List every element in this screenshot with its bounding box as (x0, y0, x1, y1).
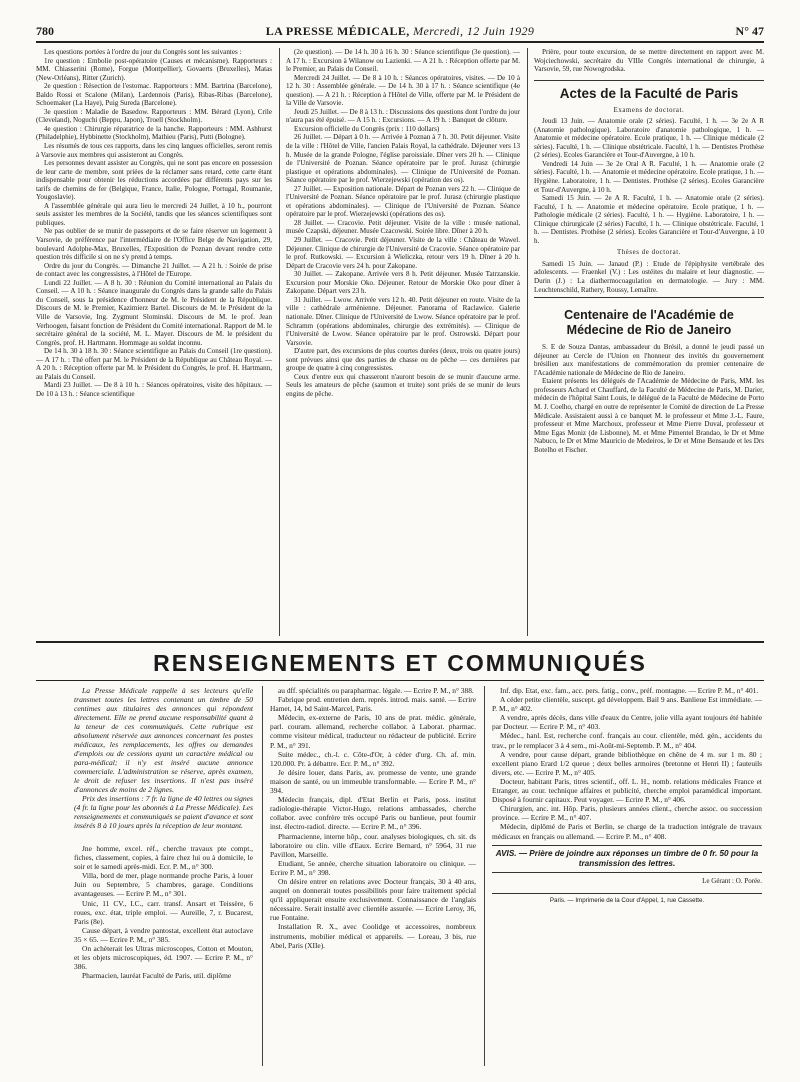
classified-ad: Médec., hanl. Est, recherche conf. français au cour. clientèle, méd. gén., accidents du trav., pr le remplacer 3 à 4 sem., mi-Août-mi-Septemb. P. M., n° 404. (492, 731, 762, 750)
news-paragraph: 3e question : Maladie de Basedow. Rapporteurs : MM. Bérard (Lyon), Crile (Cleveland), Noguchi (Beppu, Japon), Troell (Stockholm). (36, 107, 272, 125)
centenaire-section (534, 308, 764, 454)
classified-ad: Docteur, habitant Paris, titres scientif., off. L. H., nomb. relations médicales France et Etranger, au cour. technique affaires et publicité, cherche emploi paramédical important. Disposé à fournir capitaux. Peut voyager. — Ecrire P. M., n° 406. (492, 776, 762, 805)
classified-ad: Inf. dip. Etat, exc. fam., acc. pers. fatig., conv., préf. montagne. — Ecrire P. M., n° 401. (500, 686, 759, 695)
news-paragraph: 27 Juillet. — Exposition nationale. Départ de Poznan vers 22 h. — Clinique de l'Université de Poznan. Séance opératoire par le prof. Jurasz (chirurgie plastique et opérations abdominales). — Clinique de l'Université de Poznan. Séance opératoire par le prof. Wierzejewski (opérations des os). (286, 184, 520, 219)
news-paragraph: Excursion officielle du Congrès (prix : 110 dollars) (294, 124, 440, 133)
classified-list-1 (74, 844, 253, 980)
classifieds-column-1 (74, 686, 253, 1066)
centenaire-title: Centenaire de l'Académie de Médecine de Rio de Janeiro (564, 308, 734, 338)
news-paragraph: 2e question : Résection de l'estomac. Rapporteurs : MM. Bartrina (Barcelone), Baldo Rossi et Scalone (Milan), Lardennois (Paris), Ribas-Ribas (Barcelone), Schoemaker (La Haye), Puig Sureda (Barcelone). (36, 82, 272, 108)
classified-ad: Cause départ, à vendre pantostat, excellent état autoclave 35 × 65. — Ecrire P. M., n° 385. (74, 925, 253, 944)
thesis-heading: Thèses de doctorat. (616, 249, 682, 257)
news-paragraph: A l'assemblée générale qui aura lieu le mercredi 24 Juillet, à 10 h., pourront seuls assister les membres de la Société, tandis que les séances scientifiques sont publiques. (36, 201, 272, 227)
classified-ad: Fabrique prod. entretien dem. représ. introd. mais. santé. — Ecrire Hamet, 14, bd Saint-Marcel, Paris. (270, 695, 476, 714)
classified-ad: On achèterait les Ultras microscopes, Cotton et Mouton, et les objets microscopiques, éd. 1907. — Ecrire P. M., n° 386. (74, 944, 253, 972)
column-divider (484, 686, 485, 1066)
banner-rule (36, 680, 764, 681)
classified-ad: On désire entrer en relations avec Docteur français, 30 à 40 ans, auquel on donnerait toutes possibilités pour faire traitement spécial qu'il appliquerait ensuite exclusivement. Connaissance de l'anglais nécessaire. Serait installé avec clientèle assurée. — Ecrire Leroy, 36, rue Fontaine. (270, 876, 476, 923)
news-paragraph: Jeudi 25 Juillet. — De 8 à 13 h. : Discussions des questions dont l'ordre du jour n'aura pas été épuisé. — A 15 h. : Excursions. — A 19 h. : Banquet de clôture. (286, 107, 520, 125)
classified-ad: Pharmacienne, interne hôp., cour. analyses biologiques, ch. sit. ds laboratoire ou clin. ville d'Eaux. Ecrire Bernard, n° 5964, 31 rue Pavillon, Marseille. (270, 831, 476, 859)
news-paragraph: 26 Juillet. — Départ à 0 h. — Arrivée à Poznan à 7 h. 30. Petit déjeuner. Visite de la ville : l'Hôtel de Ville, l'ancien Palais Royal, la cathédrale. Déjeuner vers 13 h. Musée de la grande Pologne, l'église paroissiale. Dîner vers 20 h. — Clinique de l'Université de Poznan. Séance opératoire par le prof. Jurasz (chirurgie plastique et opérations abdominales). — Clinique de l'Université de Poznan. Séance opératoire par le prof. Wierzejewski (opération des os). (286, 133, 520, 185)
classified-ad: Médecin, ex-externe de Paris, 10 ans de prat. médic. générale, parl. couram. allemand, recherche collabor. à Laborat. pharmac. comme visiteur médical, traducteur ou rédacteur de publicité. Ecrire P. M., n° 391. (270, 713, 476, 750)
news-paragraph: Ordre du jour du Congrès. — Dimanche 21 Juillet. — A 21 h. : Soirée de prise de contact avec les congressistes, à l'Hôtel de l'Europe. (36, 261, 272, 279)
page-number: 780 (36, 24, 54, 38)
classified-ad: A céder petite clientèle, suscept. gd développem. Bail 9 ans. Banlieue Est immédiate. — P. M., n° 402. (492, 695, 762, 714)
news-paragraph: Ne pas oublier de se munir de passeports et de se faire réserver un logement à Varsovie, de préférence par l'intermédiaire de l'Office Belge de Navigation, 29, boulevard Adolphe-Max, Bruxelles, l'Exposition de Poznan devant rendre cette question très difficile si on ne s'y prend à temps. (36, 227, 272, 262)
classified-ad: Villa, bord de mer, plage normande proche Paris, à louer Juin ou Septembre, 5 chambres, garage. Conditions avantageuses. — Ecrire P. M., n° 301. (74, 871, 253, 899)
news-paragraph: Ceux d'entre eux qui chasseront n'auront besoin de se munir d'aucune arme. Seuls les amateurs de pêche (saumon et truite) sont priés de se munir de leurs engins de pêche. (286, 372, 520, 398)
news-paragraph: Mardi 23 Juillet. — De 8 à 10 h. : Séances opératoires, visite des hôpitaux. — De 10 à 13 h. : Séance scientifique (36, 381, 272, 398)
classified-ad: A vendre, pour cause départ, grande bibliothèque en chêne de 4 m. sur 1 m. 80 ; excellent piano Erard 1/2 queue ; deux belles armoires (bretonne et Henri II) ; fauteuils divers, etc. — Ecrire P. M., n° 405. (492, 749, 762, 777)
issue-date: Mercredi, 12 Juin 1929 (413, 24, 535, 38)
news-paragraph: D'autre part, des excursions de plus courtes durées (deux, trois ou quatre jours) sont prévues ainsi que des parties de chasse ou de pêche — ces dernières par groupe de quatre à cinq congressistes. (286, 347, 520, 373)
news-paragraph: Mercredi 24 Juillet. — De 8 à 10 h. : Séances opératoires, visites. — De 10 à 12 h. 30 : Assemblée générale. — De 14 h. 30 à 17 h. : Séance scientifique (4e question). — A 21 h. : Réception à l'Hôtel de Ville, offerte par M. le Président de la Ville de Varsovie. (286, 73, 520, 108)
column-divider (262, 686, 263, 1066)
exam-entry: Jeudi 13 Juin. — Anatomie orale (2 séries). Faculté, 1 h. — 3e 2e A R (Anatomie pathologique). Laboratoire d'anatomie pathologique, 1 h. — Anatomie et médecine opératoire. Ecole pratique, 1 h. — Clinique médicale (2 séries). Faculté, 1 h. — Clinique obstétricale. Faculté, 1 h. — Dentistes Prothèse (2 séries). Ecoles Garancière et Tour-d'Auvergne, à 10 h. (534, 117, 764, 160)
notice-paragraph: La Presse Médicale rappelle à ses lecteurs qu'elle transmet toutes les lettres contenant un timbre de 50 centimes aux titulaires des annonces qui répondent directement. Elle ne prend aucune responsabilité quant à la teneur de ces communiqués. Cette rubrique est absolument réservée aux annonces concernant les postes médicaux, les remplacements, les offres ou demandes d'emplois ou de cessions ayant un caractère médical ou para-médical; il n'y est inséré aucune annonce commerciale. L'administration se réserve, après examen, le droit de refuser les insertions. Il n'est pas inséré d'annonces de moins de 2 lignes. (74, 686, 253, 794)
faculte-section (534, 80, 764, 298)
classified-ad: Je désire louer, dans Paris, av. promesse de vente, une grande maison de santé, ou un immeuble transformable. — Ecrire P. M., n° 394. (270, 767, 476, 796)
section-rule (36, 641, 764, 643)
news-paragraph: 29 Juillet. — Cracovie. Petit déjeuner. Visite de la ville : Château de Wawel. Déjeuner. Clinique de chirurgie de l'Université de Cracovie. Séance opératoire par le prof. Rutkowski. — Excursion à Wieliczka, retour vers 19 h. Dîner à 20 h. Départ de Cracovie vers 24 h. pour Zakopane. (286, 236, 520, 270)
faculte-title: Actes de la Faculté de Paris (559, 85, 739, 101)
centenaire-paragraph: Etaient présents les délégués de l'Académie de Médecine de Paris, MM. les professeurs Achard et Chauffard, de la Faculté de Médecine de Paris, M. Darier, médecin de l'hôpital Saint Louis, le délégué de la Faculté de Médecine de Porto M. J. Coelho, chargé en outre de représenter le Comité de direction de La Presse Médicale. Assistaient aussi à ce banquet M. le professeur et Mme J.-L. Faure, professeur et Mme Marchoux, professeur et Mme Pierre Duval, professeur et Mme Egas Moniz (de Lisbonne), M. et Mme Pimentel Brandao, le Dr et Mme Nabuco, le Dr et Mme Mauricio de Medeiros, le Dr et Mme Bensaude et les Drs Botelho et Fischer. (534, 377, 764, 454)
header-rule (36, 41, 764, 43)
news-paragraph: 1re question : Embolie post-opératoire (Causes et mécanisme). Rapporteurs : MM. Chiasserini (Rome), Forgue (Montpellier), Govaerts (Bruxelles), Matas (New-Orléans), Ritter (Zurich). (36, 56, 272, 82)
classifieds-notice (74, 686, 253, 830)
news-paragraph: 28 Juillet. — Cracovie. Petit déjeuner. Visite de la ville : musée national, musée Czapski, déjeuner. Musée Czacowski. Soirée libre. Dîner à 20 h. (286, 218, 520, 236)
classified-ad: Chirurgien, anc. int. Hôp. Paris, plusieurs années client., cherche assoc. ou succession province. — Ecrire P. M., n° 407. (492, 804, 762, 823)
column-divider (527, 48, 528, 636)
centenaire-paragraph: S. E de Souza Dantas, ambassadeur du Brésil, a donné le jeudi passé un déjeuner au Cercle de l'Union en l'honneur des invités du gouvernement brésilien aux manifestations de commémoration du premier centenaire de l'Académie nationale de Médecine de Rio de Janeiro. (534, 343, 764, 377)
news-paragraph: Les questions portées à l'ordre du jour du Congrès sont les suivantes : (44, 48, 242, 56)
classifieds-column-3 (492, 686, 762, 1066)
classified-ad: au dff. spécialités ou parapharmac. légale. — Ecrire P. M., n° 388. (278, 686, 474, 695)
news-paragraph: Les personnes devant assister au Congrès, qui ne sont pas encore en possession de leur carte de membre, sont priées de la réclamer sans retard, cette carte étant indispensable pour obtenir les réductions accordées par différents pays sur les tarifs de chemins de fer (Belgique, France, Italie, Pologne, Portugal, Roumanie, Yougoslavie). (36, 159, 272, 202)
page-header (36, 24, 764, 40)
excursion-contact-note: Prière, pour toute excursion, de se mettre directement en rapport avec M. Wojciechowski, secrétaire du VIIIe Congrès international de chirurgie, à Varsovie, 59, rue Nowogrodska. (534, 48, 764, 74)
thesis-entry: Samedi 15 Juin. — Janaud (P.) : Etude de l'épiphysite vertébrale des adolescents. — Fraenkel (V.) : Les ostéites du malaire et leur diagnostic. — Durin (J.) : La diathermocoagulation en dermatologie. — Jury : MM. Leuchtenschild, Rathery, Roussy, Lemaître. (534, 259, 764, 294)
classified-ad: Unic, 11 CV., I.C., carr. transf. Ansart et Teissère, 6 roues, exc. état, triple emploi. — Aureille, 7, r. Bucarest, Paris (8e). (74, 898, 253, 926)
news-paragraph: Lundi 22 Juillet. — A 8 h. 30 : Réunion du Comité international au Palais du Conseil. — A 10 h. : Séance inaugurale du Congrès dans la grande salle du Palais du Conseil, sous la présidence d'honneur de M. le Président de la République. Discours de M. le Premier, Kazimierz Bartel. Discours de M. le Président de la Ville de Varsovie, Ing. Zygmunt Slominski. Discours de M. le prof. Jean Verhoogen, faisant fonction de Président du Comité international. Rapport de M. le secrétaire général de la société, M. L. Mayer. Discours de M. le président du Congrès, prof. H. Hartmann. Hommage au soldat inconnu. (36, 278, 272, 347)
classified-ad: Jne homme, excel. réf., cherche travaux pte compt., fiches, classement, copies, à faire chez lui ou à domicile, le soir et le samedi après-midi. Ecr. P. M., n° 300. (74, 844, 253, 872)
renseignements-banner: RENSEIGNEMENTS ET COMMUNIQUÉS (153, 650, 647, 676)
notice-paragraph: Prix des insertions : 7 fr. la ligne de 40 lettres ou signes (4 fr. la ligne pour les abonnés à La Presse Médicale). Les renseignements et communiqués se paient d'avance et sont insérés 8 à 10 jours après la réception de leur montant. (74, 794, 253, 830)
news-column-3 (534, 48, 764, 638)
exam-heading: Examens de doctorat. (613, 106, 685, 114)
classified-list-3 (492, 686, 762, 841)
classified-ad: Suite médec., ch.-l. c. Côte-d'Or, à céder d'urg. Ch. af. min. 120.000. Pr. à débattre. Ecr. P. M., n° 392. (270, 749, 476, 768)
news-paragraph: 30 Juillet. — Zakopane. Arrivée vers 8 h. Petit déjeuner. Musée Tatrzanskie. Excursion pour Morskie Oko. Déjeuner. Retour de Morskie Oko pour dîner à Zakopane. Départ vers 23 h. (286, 270, 520, 296)
gerant-line: Le Gérant : O. Porée. (702, 876, 762, 885)
classified-ad: Médecin français, dipl. d'Etat Berlin et Paris, poss. institut radiologie-thérapie Victor-Hugo, relations ambassades, cherche collabor. avec confrère très occupé Paris ou banlieue, peut fournir inst. électro-radiol. directe. — Ecrire P. M., n° 396. (270, 795, 476, 832)
column-divider (279, 48, 280, 636)
printer-line: Paris. — Imprimerie de la Cour d'Appel, 1, rue Cassette. (492, 893, 762, 906)
news-paragraph: Les résumés de tous ces rapports, dans les cinq langues officielles, seront remis à Varsovie aux membres qui assisteront au Congrès. (36, 142, 272, 159)
news-paragraph: De 14 h. 30 à 18 h. 30 : Séance scientifique au Palais du Conseil (1re question). — A 17 h. : Thé offert par M. le Président de la République au Château Royal. — A 20 h. : Réception offerte par M. le Président du Congrès, le prof. H. Hartmann, au Palais du Conseil. (36, 347, 272, 381)
classifieds-column-2 (270, 686, 476, 1066)
exam-entry: Samedi 15 Juin. — 2e A R. Faculté, 1 h. — Anatomie orale (2 séries). Faculté, 1 h. — Anatomie et médecine opératoire. Ecole pratique, 1 h. — Pathologie médicale (2 séries). Faculté, 1 h. — Hygiène. Laboratoire, 1 h. — Clinique chirurgicale (2 séries) Faculté, 1 h. — Clinique obstétricale. Faculté, 1 h. — Dentistes. Prothèse (2 séries). Ecoles Garancière et Tour-d'Auvergne, à 10 h. (534, 194, 764, 245)
masthead (36, 24, 764, 39)
news-paragraph: 4e question : Chirurgie réparatrice de la hanche. Rapporteurs : MM. Ashhurst (Philadelphie), Hybbinette (Stockholm), Mathieu (Paris), Putti (Bologne). (36, 124, 272, 142)
classified-ad: Pharmacien, lauréat Faculté de Paris, util. diplôme (82, 971, 232, 981)
classified-ad: Installation R. X., avec Coolidge et accessoires, nombreux instruments, mobilier médical et appareils. — Loreau, 3 bis, rue Abel, Paris (XIIe). (270, 922, 476, 950)
centenaire-body (534, 343, 764, 454)
news-column-1 (36, 48, 272, 638)
classified-ad: A vendre, après décès, dans ville d'eaux du Centre, jolie villa ayant toujours été habitée par Docteur. — Ecrire P. M., n° 403. (492, 713, 762, 732)
news-paragraph: (2e question). — De 14 h. 30 à 16 h. 30 : Séance scientifique (3e question). — A 17 h. : Excursion à Wilanow ou Lazienki. — A 21 h. : Réception offerte par M. le Premier, au Palais du Conseil. (286, 48, 520, 74)
news-paragraph: 31 Juillet. — Lwow. Arrivée vers 12 h. 40. Petit déjeuner en route. Visite de la ville : cathédrale arménienne. Déjeuner. Panorama of Raclawice. Galerie nationale. Dîner. Clinique de l'Université de Lwow. Séance opératoire par le prof. Schramm (opérations abdominales, chirurgie des extrémités). — Clinique de l'Université de Lwow. Séance opératoire par le prof. Ostrowski. Départ pour Varsovie. (286, 295, 520, 347)
exam-entry: Vendredi 14 Juin — 3e 2e Oral A R. Faculté, 1 h. — Anatomie orale (2 séries). Faculté, 1 h. — Anatomie et médecine opératoire. Ecole pratique, 1 h. — Hygiène. Laboratoire, 1 h. — Dentistes. Prothèse (2 séries). Ecoles Garancière et Tour-d'Auvergne, à 10 h. (534, 159, 764, 194)
avis-notice: AVIS. — Prière de joindre aux réponses un timbre de 0 fr. 50 pour la transmission des lettres. (492, 845, 762, 873)
issue-number: N° 47 (735, 24, 764, 38)
news-column-2 (286, 48, 520, 638)
classified-ad: Médecin, diplômé de Paris et Berlin, se charge de la traduction intégrale de travaux médicaux en français ou allemand. — Ecrire P. M., n° 408. (492, 822, 762, 841)
classified-ad: Etudiant, 5e année, cherche situation laboratoire ou clinique. — Ecrire P. M., n° 398. (270, 858, 476, 877)
journal-title: LA PRESSE MÉDICALE, (265, 24, 410, 38)
exam-list (534, 117, 764, 245)
